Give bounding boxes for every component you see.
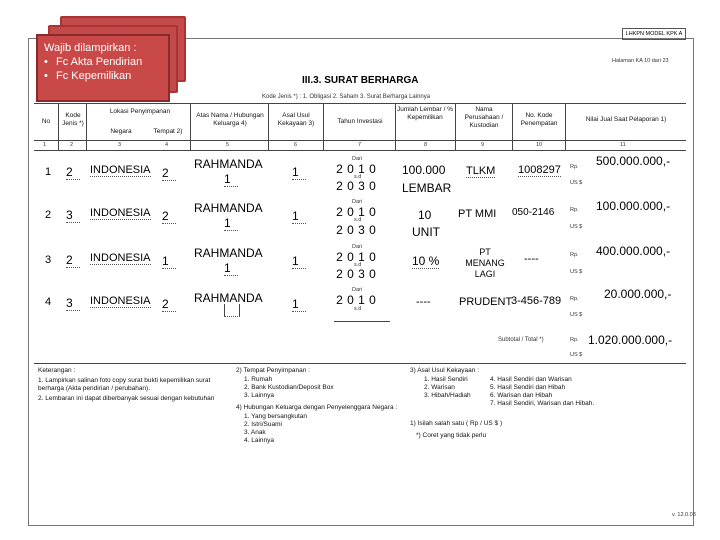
row-hubungan[interactable]: 1 bbox=[224, 261, 238, 276]
col-num-4: 4 bbox=[165, 142, 169, 148]
header-asal-usul: Asal Usul Kekayaan 3) bbox=[277, 112, 315, 127]
kode-jenis-legend: Kode Jenis *) : 1. Obligasi 2. Saham 3. Surat Berharga Lainnya bbox=[262, 94, 431, 100]
row-tahun-sd-empty[interactable] bbox=[334, 313, 390, 322]
row-jumlah[interactable]: 10 bbox=[418, 208, 432, 222]
col-num-7: 7 bbox=[358, 142, 362, 148]
header-no-kode: No. Kode Penempatan bbox=[520, 112, 558, 127]
dari-label: Dari bbox=[352, 244, 363, 250]
row-negara[interactable]: INDONESIA bbox=[90, 207, 151, 219]
dari-label: Dari bbox=[352, 287, 363, 293]
row-hubungan[interactable]: 1 bbox=[224, 216, 238, 231]
header-nilai: Nilai Jual Saat Pelaporan 1) bbox=[585, 116, 667, 123]
list-item: • Fc Akta Pendirian bbox=[44, 56, 143, 68]
required-attachments-card bbox=[36, 34, 170, 102]
notes-tempat-title: 2) Tempat Penyimpanan : bbox=[236, 367, 310, 374]
rp-label: Rp. bbox=[570, 252, 579, 258]
header-top-line bbox=[34, 103, 686, 104]
col-num-9: 9 bbox=[481, 142, 485, 148]
notes-tempat-item: 3. Lainnya bbox=[244, 392, 274, 399]
header-lokasi: Lokasi Penyimpanan bbox=[109, 108, 171, 115]
col-num-3: 3 bbox=[118, 142, 122, 148]
rp-label: Rp. bbox=[570, 164, 579, 170]
page-number: Halaman KA 10 dari 23 bbox=[612, 58, 669, 64]
notes-keterangan: Keterangan : bbox=[38, 367, 76, 374]
header-bottom-line bbox=[34, 140, 686, 141]
notes-isi: 1) Isilah salah satu ( Rp / US $ ) bbox=[410, 420, 503, 427]
row-negara[interactable]: INDONESIA bbox=[90, 295, 151, 307]
row-jumlah[interactable]: ---- bbox=[416, 296, 431, 308]
col-num-6: 6 bbox=[294, 142, 298, 148]
row-asal-usul[interactable]: 1 bbox=[292, 297, 306, 312]
sd-label: s.d bbox=[354, 262, 362, 268]
row-jumlah-unit: UNIT bbox=[412, 225, 440, 239]
row-atas-nama[interactable]: RAHMANDA bbox=[194, 201, 263, 215]
rp-label: Rp. bbox=[570, 207, 579, 213]
row-tahun-sd[interactable]: 2 0 3 0 bbox=[336, 223, 376, 237]
row-nilai[interactable]: 20.000.000,- bbox=[604, 287, 672, 301]
sd-label: s.d bbox=[354, 306, 362, 312]
notes-tempat-item: 1. Rumah bbox=[244, 376, 273, 383]
total-rp-label: Rp. bbox=[570, 337, 579, 343]
notes-asal-item: 5. Hasil Sendiri dan Hibah bbox=[490, 384, 566, 391]
row-kode-penempatan[interactable]: 1008297 bbox=[518, 164, 561, 176]
us-label: US $ bbox=[570, 312, 583, 318]
row-asal-usul[interactable]: 1 bbox=[292, 209, 306, 224]
row-hubungan-empty[interactable] bbox=[224, 304, 240, 317]
row-kode-penempatan[interactable]: 050-2146 bbox=[512, 207, 555, 218]
row-no: 1 bbox=[45, 166, 52, 178]
notes-asal-item: 3. Hibah/Hadiah bbox=[424, 392, 471, 399]
section-title: III.3. SURAT BERHARGA bbox=[302, 75, 419, 86]
col-number-line bbox=[34, 150, 686, 151]
row-no: 3 bbox=[45, 254, 52, 266]
row-tahun-dari[interactable]: 2 0 1 0 bbox=[336, 293, 376, 307]
notes-asal-item: 7. Hasil Sendiri, Warisan dan Hibah. bbox=[490, 400, 595, 407]
header-kode-jenis: Kode Jenis *) bbox=[62, 112, 84, 127]
row-hubungan[interactable]: 1 bbox=[224, 172, 238, 187]
row-tahun-sd[interactable]: 2 0 3 0 bbox=[336, 267, 376, 281]
header-nama-perusahaan: Nama Perusahaan / Kustodian bbox=[464, 106, 504, 129]
row-atas-nama[interactable]: RAHMANDA bbox=[194, 246, 263, 260]
row-nilai[interactable]: 100.000.000,- bbox=[596, 199, 671, 213]
row-atas-nama[interactable]: RAHMANDA bbox=[194, 157, 263, 171]
header-atas-nama: Atas Nama / Hubungan Keluarga 4) bbox=[196, 112, 264, 127]
us-label: US $ bbox=[570, 224, 583, 230]
row-perusahaan[interactable]: TLKM bbox=[466, 165, 496, 177]
col-num-10: 10 bbox=[536, 142, 543, 148]
row-perusahaan[interactable]: PT MMI bbox=[458, 208, 497, 220]
row-asal-usul[interactable]: 1 bbox=[292, 254, 306, 269]
row-nilai[interactable]: 500.000.000,- bbox=[596, 154, 671, 168]
us-label: US $ bbox=[570, 269, 583, 275]
row-no: 2 bbox=[45, 209, 52, 221]
notes-hub-title: 4) Hubungan Keluarga dengan Penyelenggara Negara : bbox=[236, 404, 398, 411]
list-item: • Fc Kepemilikan bbox=[44, 70, 132, 82]
dari-label: Dari bbox=[352, 199, 363, 205]
overlay-title: Wajib dilampirkan : bbox=[44, 42, 137, 54]
notes-hub-item: 3. Anak bbox=[244, 429, 266, 436]
col-num-5: 5 bbox=[226, 142, 230, 148]
notes-hub-item: 1. Yang bersangkutan bbox=[244, 413, 308, 420]
col-num-8: 8 bbox=[424, 142, 428, 148]
col-num-1: 1 bbox=[43, 142, 47, 148]
row-negara[interactable]: INDONESIA bbox=[90, 164, 151, 176]
header-tahun: Tahun Investasi bbox=[337, 118, 383, 125]
row-kode-jenis[interactable]: 2 bbox=[66, 253, 80, 268]
row-tempat[interactable]: 2 bbox=[162, 297, 176, 312]
notes-hub-item: 2. Istri/Suami bbox=[244, 421, 282, 428]
row-negara[interactable]: INDONESIA bbox=[90, 252, 151, 264]
row-asal-usul[interactable]: 1 bbox=[292, 165, 306, 180]
row-jumlah[interactable]: 100.000 bbox=[402, 163, 446, 177]
dari-label: Dari bbox=[352, 156, 363, 162]
us-label: US $ bbox=[570, 180, 583, 186]
col-num-2: 2 bbox=[70, 142, 74, 148]
row-tahun-dari[interactable]: 2 0 1 0 bbox=[336, 250, 376, 264]
notes-k1: 1. Lampirkan salinan foto copy surat bukti kepemilikan surat berharga (Akta pendirian / perubahan). bbox=[38, 377, 211, 392]
footer-code: v. 12.0.03 bbox=[672, 512, 696, 518]
notes-asal-item: 1. Hasil Sendiri bbox=[424, 376, 468, 383]
row-kode-penempatan[interactable]: ---- bbox=[524, 253, 539, 265]
header-no: No bbox=[41, 118, 51, 125]
total-us-label: US $ bbox=[570, 352, 583, 358]
row-jumlah-unit: LEMBAR bbox=[402, 181, 452, 195]
row-perusahaan[interactable]: PT MENANG LAGI bbox=[465, 247, 505, 279]
sd-label: s.d bbox=[354, 217, 362, 223]
notes-k2: 2. Lembaran ini dapat diberbanyak sesuai dengan kebutuhan bbox=[38, 395, 215, 402]
notes-tempat-item: 2. Bank Kustodian/Deposit Box bbox=[244, 384, 334, 391]
sd-label: s.d bbox=[354, 174, 362, 180]
row-kode-jenis[interactable]: 3 bbox=[66, 296, 80, 311]
row-tempat[interactable]: 2 bbox=[162, 209, 176, 224]
row-kode-jenis[interactable]: 3 bbox=[66, 208, 80, 223]
notes-asal-item: 2. Warisan bbox=[424, 384, 455, 391]
row-tempat[interactable]: 2 bbox=[162, 166, 176, 181]
total-value[interactable]: 1.020.000.000,- bbox=[588, 333, 673, 347]
row-tahun-dari[interactable]: 2 0 1 0 bbox=[336, 205, 376, 219]
form-model-box: LHKPN MODEL KPK A bbox=[622, 28, 686, 40]
notes-divider bbox=[34, 363, 686, 364]
rp-label: Rp. bbox=[570, 296, 579, 302]
notes-coret: *) Coret yang tidak perlu bbox=[416, 432, 487, 439]
header-jumlah: Jumlah Lembar / % Kepemilikan bbox=[397, 106, 453, 121]
notes-asal-title: 3) Asal Usul Kekayaan : bbox=[410, 367, 480, 374]
row-tempat[interactable]: 1 bbox=[162, 254, 176, 269]
row-perusahaan[interactable]: PRUDENT bbox=[459, 296, 513, 308]
notes-hub-item: 4. Lainnya bbox=[244, 437, 274, 444]
notes-asal-item: 6. Warisan dan Hibah bbox=[490, 392, 553, 399]
subtotal-label: Subtotal / Total *) bbox=[498, 337, 544, 343]
row-tahun-dari[interactable]: 2 0 1 0 bbox=[336, 162, 376, 176]
header-negara: Negara bbox=[110, 128, 132, 135]
row-nilai[interactable]: 400.000.000,- bbox=[596, 244, 671, 258]
row-tahun-sd[interactable]: 2 0 3 0 bbox=[336, 179, 376, 193]
row-kode-jenis[interactable]: 2 bbox=[66, 165, 80, 180]
header-tempat: Tempat 2) bbox=[153, 128, 183, 135]
col-num-11: 11 bbox=[620, 142, 626, 148]
row-atas-nama[interactable]: RAHMANDA bbox=[194, 291, 263, 305]
notes-asal-item: 4. Hasil Sendiri dan Warisan bbox=[490, 376, 572, 383]
row-no: 4 bbox=[45, 296, 52, 308]
row-jumlah[interactable]: 10 % bbox=[412, 254, 440, 268]
row-kode-penempatan[interactable]: 3-456-789 bbox=[511, 295, 562, 307]
